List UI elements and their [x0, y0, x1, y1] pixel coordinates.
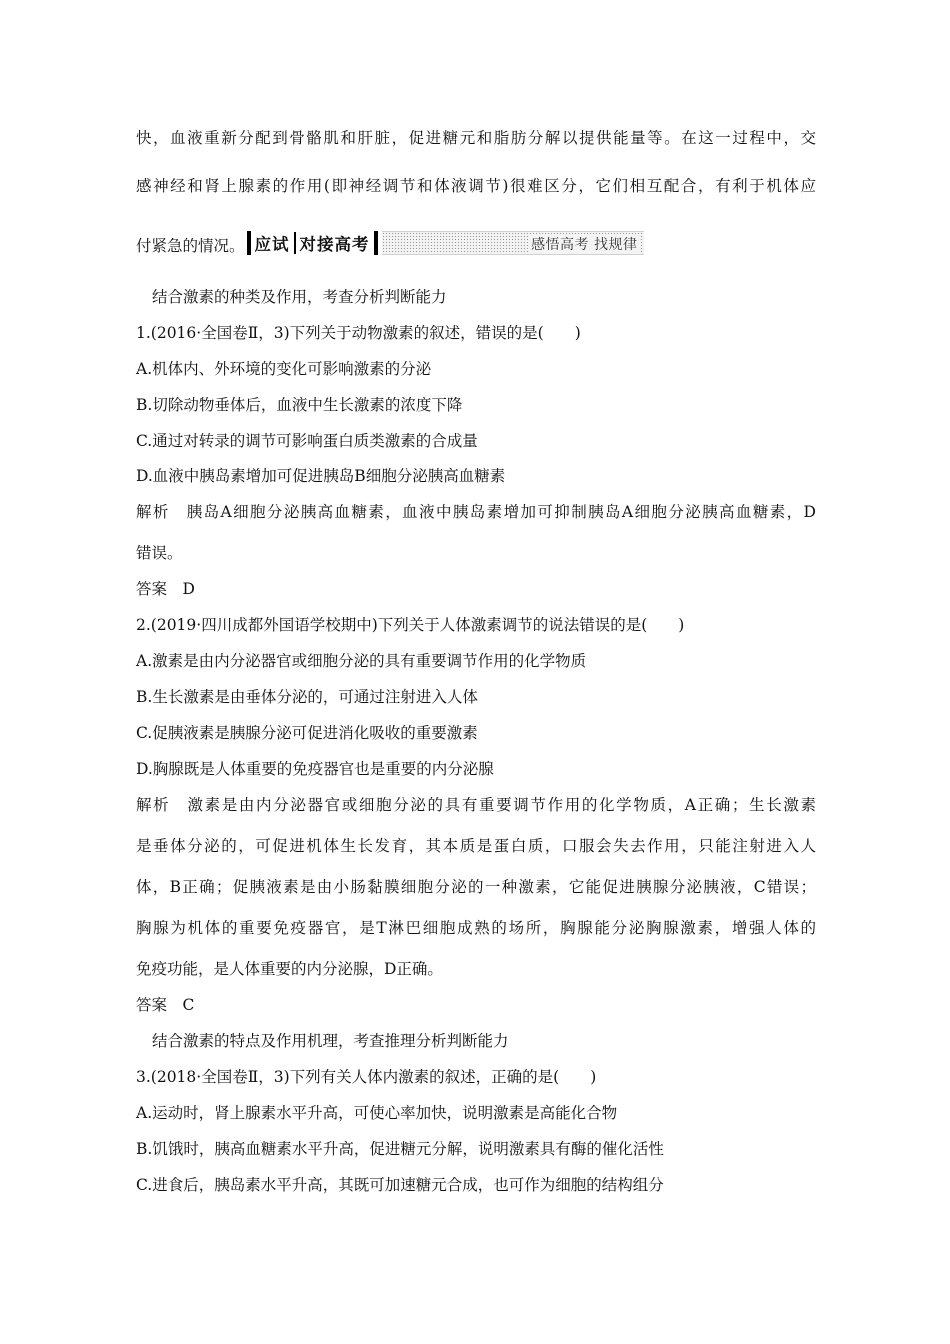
q2-option-d: D.胸腺既是人体重要的免疫器官也是重要的内分泌腺 [136, 760, 494, 778]
q1-option-c: C.通过对转录的调节可影响蛋白质类激素的合成量 [136, 432, 478, 450]
banner-slogan: 感悟高考 找规律 [529, 234, 639, 254]
q2-option-b: B.生长激素是由垂体分泌的，可通过注射进入人体 [136, 688, 478, 706]
intro-line-1: 快，血液重新分配到骨骼肌和肝脏，促进糖元和脂肪分解以提供能量等。在这一过程中，交 [136, 129, 816, 147]
q1-stem: 1.(2016·全国卷Ⅱ，3)下列关于动物激素的叙述，错误的是( ) [136, 324, 581, 342]
q3-option-a: A.运动时，肾上腺素水平升高，可使心率加快，说明激素是高能化合物 [136, 1104, 618, 1122]
banner-left-bar [247, 231, 251, 255]
banner-right-bar [374, 231, 378, 255]
q1-analysis-line-2: 错误。 [136, 544, 183, 562]
q2-option-a: A.激素是由内分泌器官或细胞分泌的具有重要调节作用的化学物质 [136, 652, 587, 670]
q3-stem: 3.(2018·全国卷Ⅱ，3)下列有关人体内激素的叙述，正确的是( ) [136, 1068, 597, 1086]
q3-option-c: C.进食后，胰岛素水平升高，其既可加速糖元合成，也可作为细胞的结构组分 [136, 1176, 664, 1194]
intro-line-2: 感神经和肾上腺素的作用(即神经调节和体液调节)很难区分，它们相互配合，有利于机体应 [136, 177, 816, 195]
q2-stem: 2.(2019·四川成都外国语学校期中)下列关于人体激素调节的说法错误的是( ) [136, 616, 685, 634]
section-banner [247, 230, 644, 256]
q2-analysis-line-4: 胸腺为机体的重要免疫器官，是T淋巴细胞成熟的场所，胸腺能分泌胸腺激素，增强人体的 [136, 919, 816, 937]
q2-analysis-line-1: 解析 激素是由内分泌器官或细胞分泌的具有重要调节作用的化学物质，A正确；生长激素 [136, 796, 816, 814]
q1-analysis-line-1: 解析 胰岛A细胞分泌胰高血糖素，血液中胰岛素增加可抑制胰岛A细胞分泌胰高血糖素，D [136, 503, 816, 521]
q1-option-a: A.机体内、外环境的变化可影响激素的分泌 [136, 360, 432, 378]
banner-tag-duijie: 对接高考 [299, 235, 370, 254]
banner-separator [294, 232, 296, 254]
banner-dotted-strip [382, 231, 644, 255]
q2-analysis-line-3: 体，B正确；促胰液素是由小肠黏膜细胞分泌的一种激素，它能促进胰腺分泌胰液，C错误； [136, 878, 816, 896]
q2-option-c: C.促胰液素是胰腺分泌可促进消化吸收的重要激素 [136, 724, 478, 742]
q2-answer: 答案 C [136, 996, 195, 1014]
section-2-title: 结合激素的特点及作用机理，考查推理分析判断能力 [152, 1032, 509, 1050]
q1-answer: 答案 D [136, 580, 195, 598]
intro-line-3: 付紧急的情况。 [136, 237, 245, 255]
q2-analysis-line-5: 免疫功能，是人体重要的内分泌腺，D正确。 [136, 960, 443, 978]
intro-line-3-with-banner [136, 226, 644, 256]
section-1-title: 结合激素的种类及作用，考查分析判断能力 [152, 288, 447, 306]
q1-option-b: B.切除动物垂体后，血液中生长激素的浓度下降 [136, 396, 463, 414]
banner-tag-yingshi: 应试 [254, 235, 290, 254]
q1-option-d: D.血液中胰岛素增加可促进胰岛B细胞分泌胰高血糖素 [136, 467, 506, 485]
q3-option-b: B.饥饿时，胰高血糖素水平升高，促进糖元分解，说明激素具有酶的催化活性 [136, 1140, 664, 1158]
q2-analysis-line-2: 是垂体分泌的，可促进机体生长发育，其本质是蛋白质，口服会失去作用，只能注射进入人 [136, 837, 816, 855]
